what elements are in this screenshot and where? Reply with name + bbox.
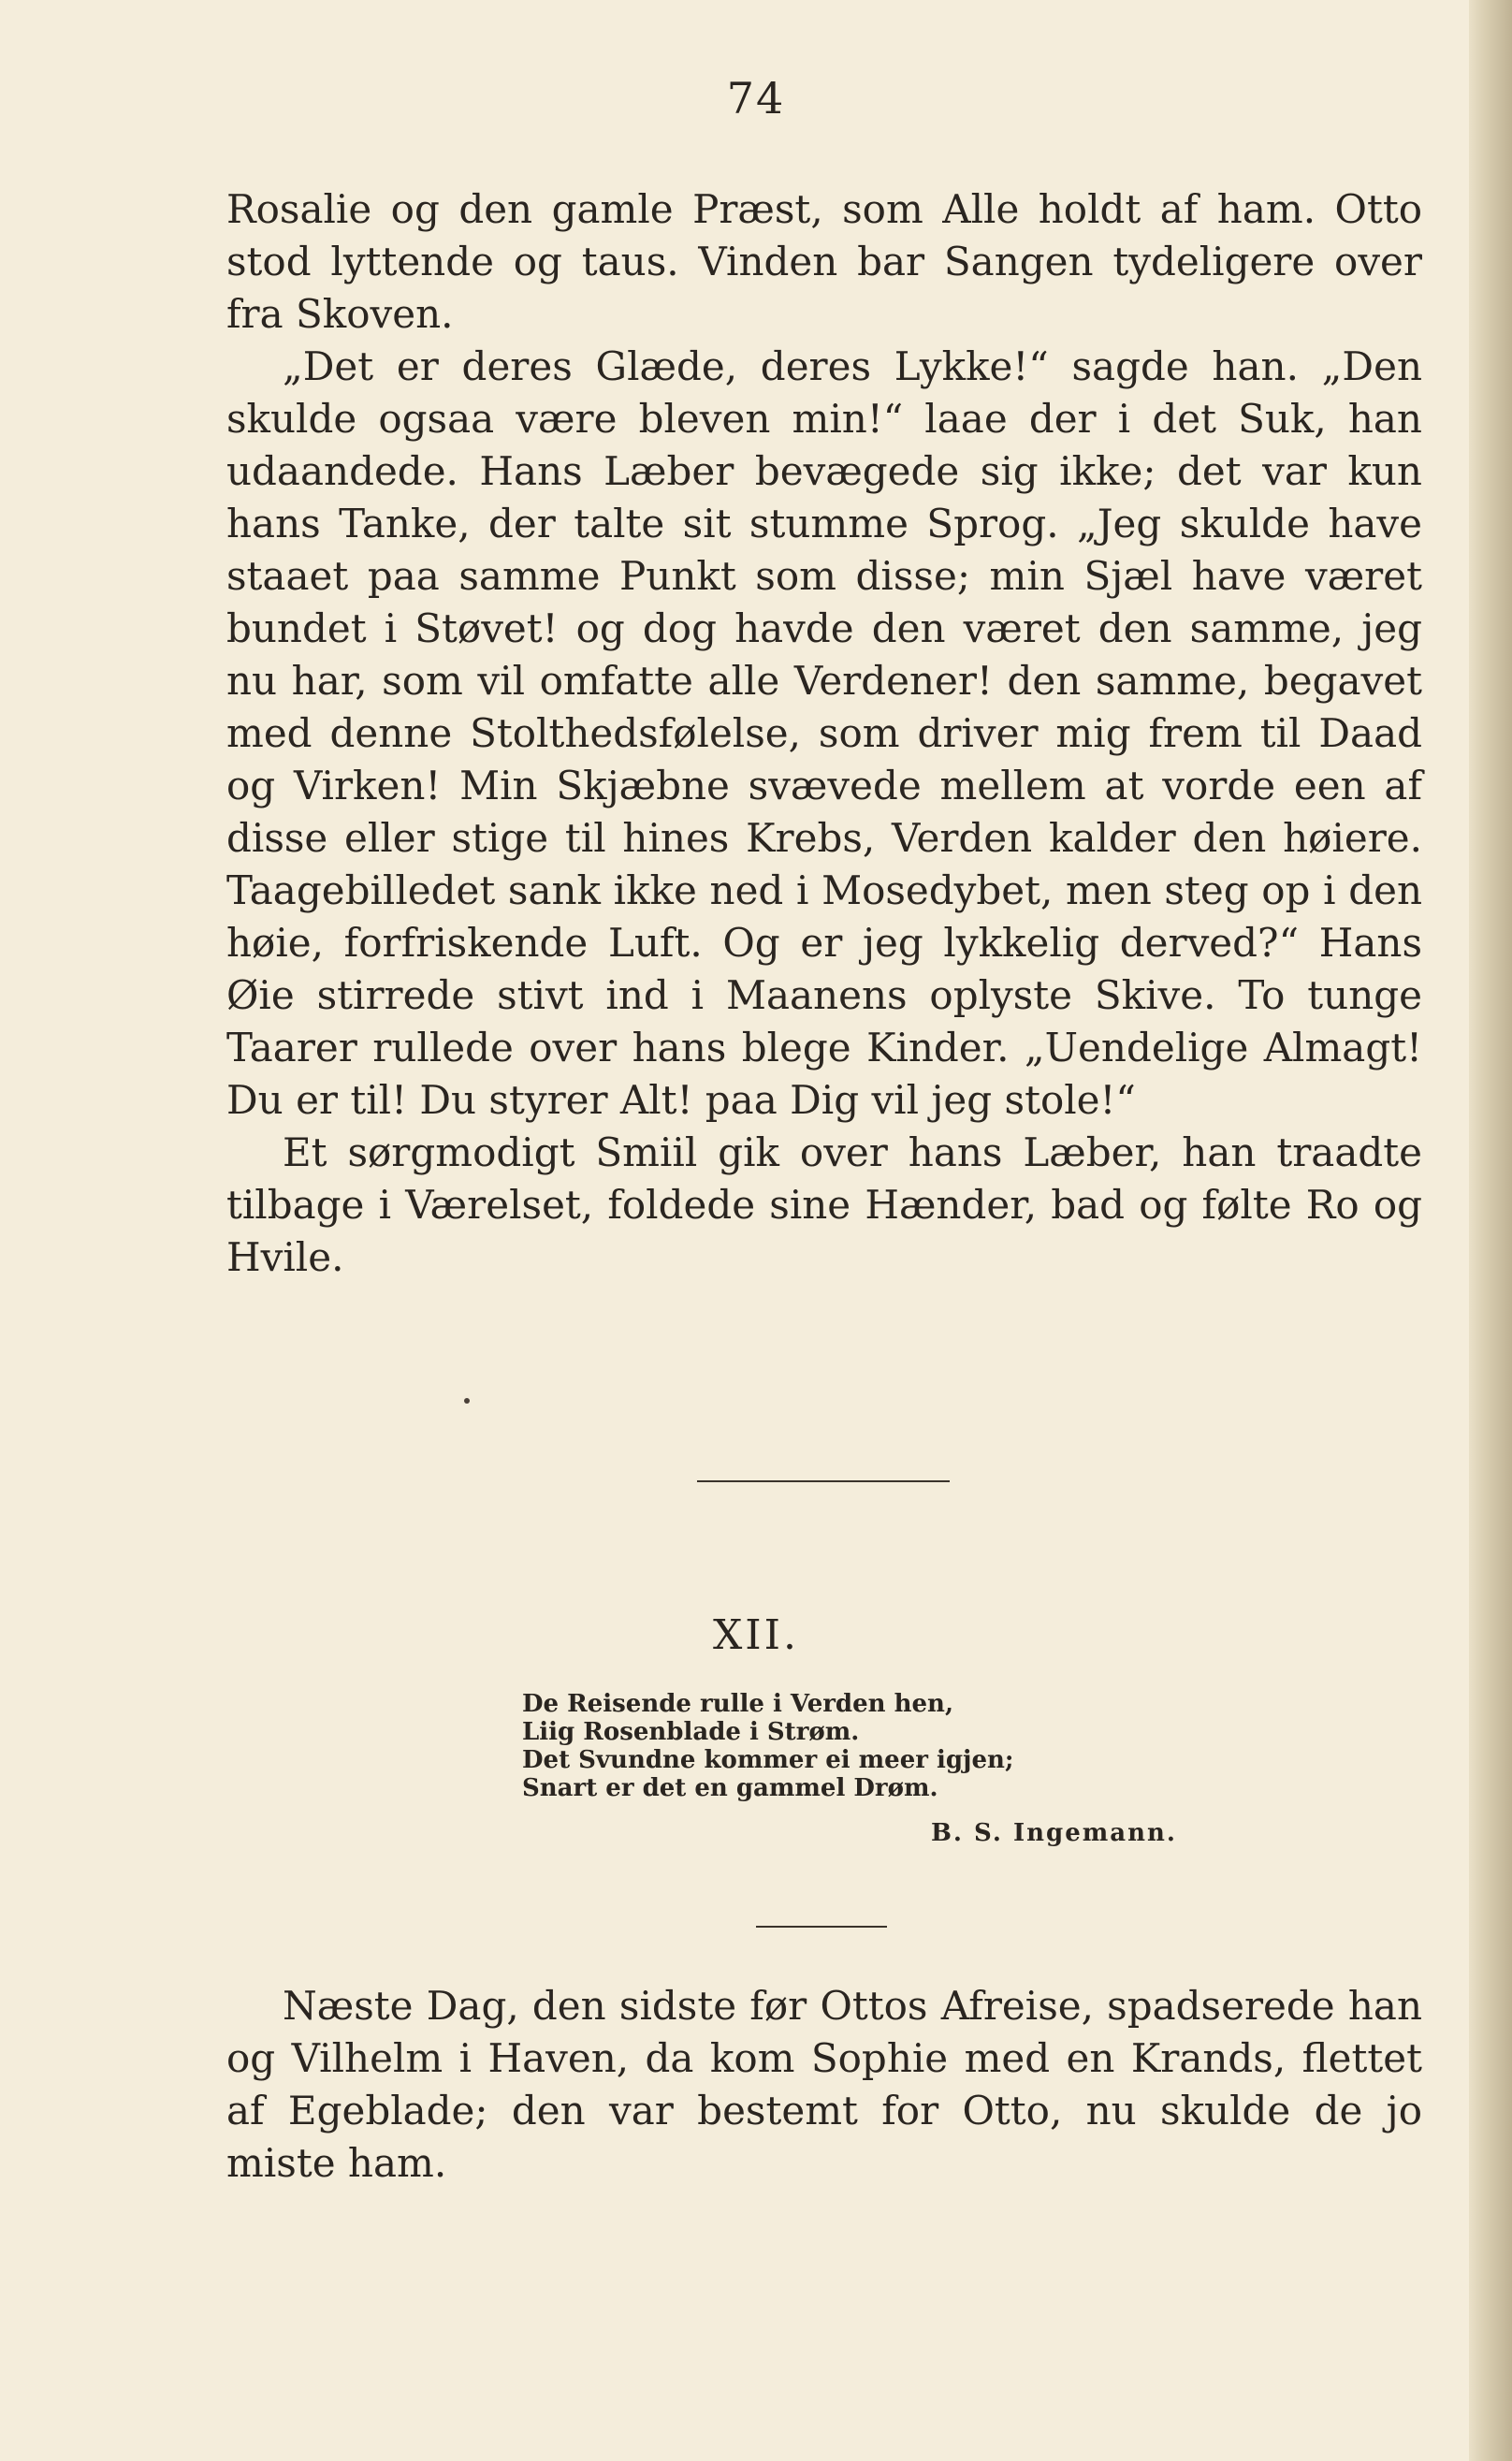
ink-dot bbox=[464, 1398, 470, 1404]
chapter-body bbox=[226, 1980, 1422, 2190]
epigraph-line: Liig Rosenblade i Strøm. bbox=[522, 1718, 860, 1746]
paragraph-3: Et sørgmodigt Smiil gik over hans Læber, han traadte tilbage i Værelset, foldede sine Hænder, bad og følte Ro og Hvile. bbox=[226, 1129, 1422, 1280]
paragraph-1: Rosalie og den gamle Præst, som Alle holdt af ham. Otto stod lyttende og taus. Vinden bar Sangen tydeligere over fra Skoven. bbox=[226, 186, 1422, 337]
section-divider-bottom bbox=[756, 1926, 887, 1928]
closing-paragraph: Næste Dag, den sidste før Ottos Afreise, spadserede han og Vilhelm i Haven, da kom Sophie med en Krands, flettet af Egeblade; den var bestemt for Otto, nu skulde de jo miste ham. bbox=[226, 1983, 1422, 2186]
body-text bbox=[226, 183, 1422, 1284]
chapter-title: XII. bbox=[712, 1611, 800, 1659]
epigraph-author: B. S. Ingemann. bbox=[930, 1819, 1177, 1847]
page-edge bbox=[1469, 0, 1512, 2461]
page-number: 74 bbox=[726, 73, 786, 124]
epigraph-line: Snart er det en gammel Drøm. bbox=[522, 1774, 938, 1802]
epigraph bbox=[522, 1690, 1196, 1847]
section-divider-top bbox=[697, 1480, 950, 1482]
paragraph-2: „Det er deres Glæde, deres Lykke!“ sagde han. „Den skulde ogsaa være bleven min!“ laae der i det Suk, han udaandede. Hans Læber bevægede sig ikke; det var kun hans Tanke, der talte sit stumme Sprog. „Jeg skulde have staaet paa samme Punkt som disse; min Sjæl have været bundet i Støvet! og dog havde den været den samme, jeg nu har, som vil omfatte alle Verdener! den samme, begavet med denne Stolthedsfølelse, som driver mig frem til Daad og Virken! Min Skjæbne svævede mellem at vorde een af disse eller stige til hines Krebs, Verden kalder den høiere. Taagebilledet sank ikke ned i Mosedybet, men steg op i den høie, forfriskende Luft. Og er jeg lykkelig derved?“ Hans Øie stirrede stivt ind i Maanens oplyste Skive. To tunge Taarer rullede over hans blege Kinder. „Uendelige Almagt! Du er til! Du styrer Alt! paa Dig vil jeg stole!“ bbox=[226, 343, 1422, 1123]
epigraph-line: Det Svundne kommer ei meer igjen; bbox=[522, 1746, 1014, 1774]
epigraph-line: De Reisende rulle i Verden hen, bbox=[522, 1690, 954, 1718]
